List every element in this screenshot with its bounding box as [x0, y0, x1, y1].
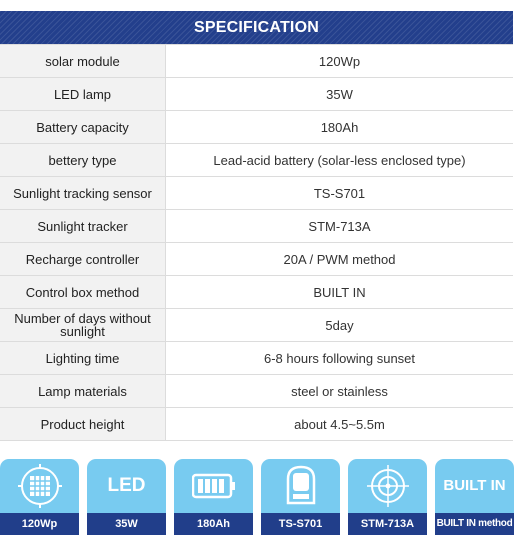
sensor-icon — [284, 463, 318, 509]
feature-caption: STM-713A — [348, 513, 427, 535]
row-label: Lighting time — [0, 342, 166, 375]
row-value: Lead-acid battery (solar-less enclosed type) — [166, 144, 514, 177]
spec-table — [0, 44, 513, 441]
feature-card-tracker — [348, 459, 427, 535]
row-value: about 4.5~5.5m — [166, 408, 514, 441]
row-label: Number of days without sunlight — [0, 309, 166, 342]
row-label: Sunlight tracking sensor — [0, 177, 166, 210]
row-label: Battery capacity — [0, 111, 166, 144]
table-row — [0, 276, 513, 309]
table-row — [0, 342, 513, 375]
feature-card-built-in — [435, 459, 514, 535]
row-value: TS-S701 — [166, 177, 514, 210]
row-value: 35W — [166, 78, 514, 111]
feature-caption: 180Ah — [174, 513, 253, 535]
tracker-icon — [367, 465, 409, 507]
built-in-text-icon: BUILT IN — [443, 477, 506, 494]
feature-caption: TS-S701 — [261, 513, 340, 535]
solar-panel-icon — [18, 464, 62, 508]
row-label: bettery type — [0, 144, 166, 177]
row-label: LED lamp — [0, 78, 166, 111]
table-row — [0, 210, 513, 243]
feature-caption: 35W — [87, 513, 166, 535]
feature-card-solar — [0, 459, 79, 535]
table-row — [0, 177, 513, 210]
row-value: 5day — [166, 309, 514, 342]
feature-caption: BUILT IN method — [435, 513, 514, 535]
battery-icon — [192, 473, 236, 499]
spec-header: SPECIFICATION — [0, 11, 513, 44]
feature-card-battery — [174, 459, 253, 535]
table-row — [0, 111, 513, 144]
row-label: Product height — [0, 408, 166, 441]
table-row — [0, 144, 513, 177]
row-value: 180Ah — [166, 111, 514, 144]
feature-caption: 120Wp — [0, 513, 79, 535]
feature-card-led — [87, 459, 166, 535]
led-text-icon: LED — [107, 475, 146, 496]
row-value: steel or stainless — [166, 375, 514, 408]
feature-card-sensor — [261, 459, 340, 535]
row-value: 6-8 hours following sunset — [166, 342, 514, 375]
table-row — [0, 45, 513, 78]
row-value: 20A / PWM method — [166, 243, 514, 276]
table-row — [0, 375, 513, 408]
row-label: Lamp materials — [0, 375, 166, 408]
row-value: BUILT IN — [166, 276, 514, 309]
table-row — [0, 78, 513, 111]
row-value: 120Wp — [166, 45, 514, 78]
table-row — [0, 309, 513, 342]
row-label: Recharge controller — [0, 243, 166, 276]
row-label: Sunlight tracker — [0, 210, 166, 243]
row-label: Control box method — [0, 276, 166, 309]
table-row — [0, 408, 513, 441]
table-row — [0, 243, 513, 276]
row-value: STM-713A — [166, 210, 514, 243]
row-label: solar module — [0, 45, 166, 78]
feature-icons — [0, 459, 515, 535]
